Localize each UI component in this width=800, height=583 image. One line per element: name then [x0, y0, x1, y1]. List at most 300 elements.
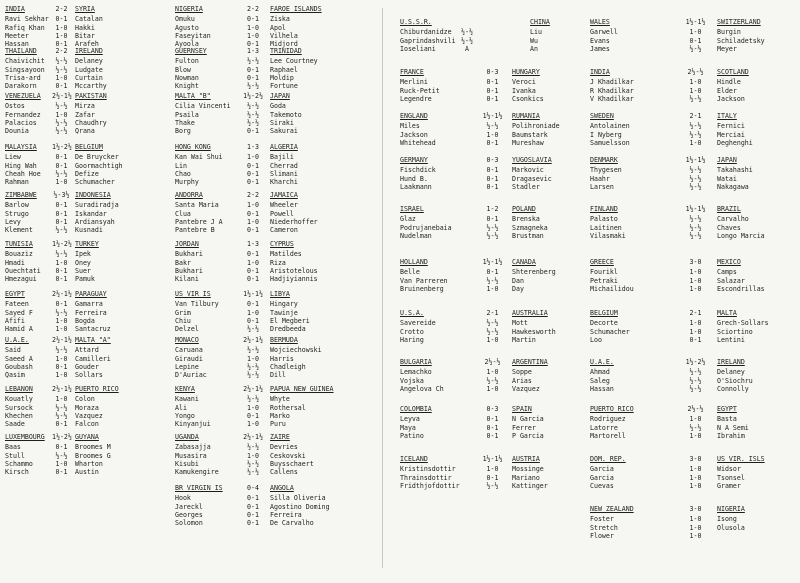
opponent-name: Connolly	[717, 384, 749, 393]
match-block	[590, 156, 795, 191]
opponent-name: Mariano	[512, 473, 540, 482]
team-name: FRANCE	[400, 68, 424, 76]
board-row	[175, 412, 325, 420]
board-result: ½-½	[247, 102, 259, 111]
opponent-name: Colon	[75, 395, 95, 404]
opponent-team-name: PUERTO RICO	[75, 385, 119, 393]
player-name: Klement	[5, 226, 33, 235]
board-row	[175, 218, 325, 226]
opponent-name: Tsonsel	[717, 473, 745, 482]
board-row	[530, 37, 590, 45]
player-name: Liew	[5, 153, 21, 162]
board-row	[400, 285, 580, 293]
board-row	[175, 259, 325, 267]
team-name: U.A.E.	[5, 336, 29, 344]
board-row	[5, 153, 119, 162]
opponent-name: Broomes G	[75, 451, 111, 460]
match-header	[175, 433, 325, 441]
board-row	[400, 95, 580, 103]
board-row	[590, 183, 795, 191]
board-row	[175, 74, 325, 82]
player-name: An	[530, 44, 538, 53]
board-result: 1-0	[55, 23, 68, 32]
player-name: Afifi	[5, 316, 25, 325]
board-row	[5, 24, 115, 32]
match-score: 2½-1½	[52, 385, 72, 393]
match-block	[400, 18, 530, 53]
match-header	[590, 405, 795, 413]
opponent-name: Camilleri	[75, 354, 111, 363]
board-row	[400, 166, 580, 174]
opponent-name: Dredbeeda	[270, 325, 306, 334]
board-row	[175, 210, 325, 218]
board-result: 1-0	[689, 319, 702, 328]
board-row	[175, 346, 325, 354]
player-name: Fridthjofdottir	[400, 481, 460, 490]
board-row	[400, 268, 580, 276]
match-block	[5, 47, 115, 90]
board-result: 0-1	[247, 411, 259, 420]
player-name: Fourikl	[590, 268, 618, 277]
team-name: PUERTO RICO	[590, 405, 634, 413]
player-name: Hassan	[590, 384, 614, 393]
board-row	[590, 482, 795, 490]
player-name: Ostos	[5, 102, 25, 111]
board-result	[556, 45, 566, 53]
board-row	[400, 368, 580, 376]
board-row	[5, 170, 115, 178]
board-result: 0-1	[247, 161, 259, 170]
player-name: Petraki	[590, 276, 618, 285]
opponent-name: Dragasevic	[512, 174, 552, 183]
board-result: ½-½	[486, 223, 499, 232]
player-name: Giraudi	[175, 354, 203, 363]
player-name: Goubash	[5, 362, 33, 371]
board-result: 0-1	[55, 420, 68, 429]
board-result: 0-1	[486, 423, 499, 432]
board-row	[400, 45, 530, 53]
player-name: Merlini	[400, 78, 428, 87]
board-row	[175, 162, 325, 170]
board-result: ½-½	[689, 215, 702, 224]
team-name: BR VIRGIN IS	[175, 484, 223, 492]
opponent-name: Ludgate	[75, 65, 103, 74]
opponent-team-name: BRAZIL	[717, 205, 741, 213]
opponent-name: Shterenberg	[512, 268, 556, 277]
player-name: Baas	[5, 443, 21, 452]
player-name: Georges	[175, 510, 203, 519]
board-row	[175, 267, 325, 275]
opponent-name: P Garcia	[512, 431, 544, 440]
opponent-name: Brustman	[512, 231, 544, 240]
opponent-team-name: IRELAND	[717, 358, 745, 366]
team-name: BULGARIA	[400, 358, 432, 366]
player-name: Palasto	[590, 215, 618, 224]
board-row	[590, 139, 795, 147]
match-block	[400, 309, 580, 344]
board-result: 0-1	[486, 174, 499, 183]
opponent-team-name: TRINIDAD	[270, 47, 302, 55]
match-block	[175, 385, 334, 429]
board-row	[5, 443, 115, 451]
opponent-name: Escondrillas	[717, 284, 765, 293]
opponent-name: Deghenghi	[717, 138, 753, 147]
opponent-team-name: YUGOSLAVIA	[512, 156, 552, 164]
opponent-team-name: ZAIRE	[270, 433, 290, 441]
team-name: COLOMBIA	[400, 405, 432, 413]
board-result: ½-½	[247, 57, 259, 66]
player-name: Zabasajja	[175, 443, 211, 452]
board-result: 1-0	[689, 481, 702, 490]
player-name: Maya	[400, 423, 416, 432]
player-name: Thake	[175, 118, 195, 127]
match-score: 1½-2½	[52, 240, 72, 248]
match-header	[175, 336, 325, 344]
player-name: Kisubi	[175, 459, 199, 468]
board-result: 1-0	[689, 86, 702, 95]
team-name: U.S.A.	[400, 309, 424, 317]
opponent-team-name: POLAND	[512, 205, 536, 213]
board-result: 0-1	[486, 78, 499, 87]
team-name: INDIA	[5, 5, 25, 13]
board-result: 0-1	[247, 209, 259, 218]
board-result: ½-½	[55, 226, 68, 235]
match-header	[175, 5, 325, 13]
board-row	[400, 122, 580, 130]
match-header	[175, 484, 325, 492]
opponent-name: Basta	[717, 415, 737, 424]
player-name: Meeter	[5, 31, 29, 40]
player-name: Chiburdanidze	[400, 28, 452, 37]
player-name: Sayed F	[5, 308, 33, 317]
board-row	[590, 95, 795, 103]
player-name: Jareckl	[175, 502, 203, 511]
board-result: ½-½	[486, 327, 499, 336]
player-name: Ravi Sekhar	[5, 15, 49, 24]
board-result: ½-½	[486, 481, 499, 490]
player-name: Nowman	[175, 73, 199, 82]
match-header	[5, 47, 115, 55]
match-block	[5, 191, 119, 235]
player-name: Kouatly	[5, 395, 33, 404]
player-name: Fischdick	[400, 166, 436, 175]
match-block	[5, 336, 115, 379]
opponent-team-name: MALTA	[717, 309, 737, 317]
opponent-name: Mureshaw	[512, 138, 544, 147]
match-block	[175, 5, 325, 48]
match-block	[400, 205, 580, 240]
player-name: Samuelsson	[590, 138, 630, 147]
opponent-name: Stadler	[512, 182, 540, 191]
player-name: Saeed A	[5, 354, 33, 363]
opponent-name: Dan	[512, 276, 524, 285]
player-name: Loo	[590, 335, 602, 344]
board-result: 1-0	[247, 403, 259, 412]
board-result: 1-0	[247, 420, 259, 429]
opponent-name: Nakagawa	[717, 182, 749, 191]
board-row	[400, 183, 580, 191]
opponent-name: Fernici	[717, 122, 745, 131]
board-row	[590, 224, 795, 232]
player-name: Darakorn	[5, 82, 37, 91]
player-name: V Khadilkar	[590, 94, 634, 103]
team-name: HONG KONG	[175, 143, 211, 151]
player-name: Knight	[175, 82, 199, 91]
opponent-name: Hingary	[270, 300, 298, 309]
team-name: ENGLAND	[400, 112, 428, 120]
player-name: Antolainen	[590, 122, 630, 131]
opponent-team-name: MALTA "A"	[75, 336, 111, 344]
board-row	[5, 452, 115, 460]
board-result: 0-1	[486, 86, 499, 95]
board-result: ½-½	[55, 403, 68, 412]
board-result: ½-½	[486, 319, 499, 328]
match-block	[5, 5, 115, 48]
board-result: ½-½	[689, 376, 702, 385]
match-header	[590, 258, 795, 266]
board-result: ½-½	[689, 182, 702, 191]
opponent-name: Dill	[270, 371, 286, 380]
player-name: Ayoola	[175, 40, 199, 49]
player-name: Laitinen	[590, 223, 622, 232]
opponent-name	[478, 28, 530, 36]
opponent-name	[713, 532, 795, 540]
board-row	[175, 178, 325, 186]
opponent-name: Ferreira	[75, 308, 107, 317]
opponent-name: Lee Courtney	[270, 57, 318, 66]
board-row	[5, 201, 119, 210]
opponent-team-name: HUNGARY	[512, 68, 540, 76]
opponent-name: Burgin	[717, 28, 741, 37]
opponent-team-name: ANGOLA	[270, 484, 294, 492]
opponent-team-name: BELGIUM	[75, 143, 103, 151]
player-name: Hing Wah	[5, 161, 37, 170]
opponent-name: Jackson	[717, 94, 745, 103]
player-name: Kamukengire	[175, 468, 219, 477]
board-row	[175, 66, 325, 74]
board-result	[556, 37, 566, 45]
team-name: KENYA	[175, 385, 195, 393]
opponent-name: Attard	[75, 346, 99, 355]
team-name: MONACO	[175, 336, 199, 344]
board-result: 0-1	[247, 169, 259, 178]
opponent-name: Whyte	[270, 395, 290, 404]
match-score: 1-3	[247, 240, 259, 248]
board-result: ½-½	[55, 169, 68, 178]
opponent-name: Ardiansyah	[75, 217, 115, 226]
team-name: U.A.E.	[590, 358, 614, 366]
board-row	[175, 494, 325, 502]
player-name: Larsen	[590, 182, 614, 191]
board-result: ½-½	[247, 371, 259, 380]
board-result: 1-0	[486, 384, 499, 393]
match-block	[590, 68, 795, 103]
opponent-name: Longo Marcia	[717, 231, 765, 240]
match-block	[5, 290, 115, 333]
board-row	[5, 420, 115, 428]
board-row	[5, 178, 115, 186]
board-result: 0-1	[55, 443, 68, 452]
opponent-name: N Garcia	[512, 415, 544, 424]
opponent-name: Pamuk	[75, 275, 95, 284]
player-name: Rahman	[5, 178, 29, 187]
board-result: ½-½	[55, 127, 68, 136]
board-row	[175, 102, 325, 110]
player-name: Cheah Hoe	[5, 169, 41, 178]
opponent-name: Defize	[75, 169, 99, 178]
team-name: GREECE	[590, 258, 614, 266]
match-score: 1-2	[486, 205, 499, 213]
board-row	[175, 15, 325, 23]
team-name: BELGIUM	[590, 309, 618, 317]
match-header	[175, 385, 334, 393]
board-result: ½-½	[689, 231, 702, 240]
match-score: 2-1	[689, 112, 702, 120]
player-name: Bukhari	[175, 250, 203, 259]
board-row	[175, 226, 325, 234]
board-row	[175, 32, 325, 40]
player-name: Lepine	[175, 362, 199, 371]
match-block	[5, 385, 119, 429]
opponent-name: Merciai	[717, 130, 745, 139]
opponent-name: Gamarra	[75, 300, 103, 309]
board-result: ½-½	[55, 102, 68, 111]
board-result: 1-0	[689, 28, 702, 37]
board-row	[400, 415, 580, 423]
opponent-name: Watai	[717, 174, 737, 183]
board-result: ½-½	[486, 276, 499, 285]
match-block	[590, 405, 795, 440]
match-block	[590, 18, 795, 53]
board-result: 0-1	[247, 250, 259, 259]
board-result: 0-1	[247, 510, 259, 519]
board-row	[590, 28, 795, 36]
board-row	[5, 460, 115, 468]
opponent-name: Polihroniade	[512, 122, 560, 131]
board-row	[400, 424, 580, 432]
board-row	[400, 215, 580, 223]
board-result: 0-1	[247, 316, 259, 325]
board-result: ½-½	[486, 376, 499, 385]
opponent-name: Chaves	[717, 223, 741, 232]
team-name: TUNISIA	[5, 240, 33, 248]
board-result: 1-0	[689, 523, 702, 532]
opponent-name: Iskandar	[75, 209, 107, 218]
player-name: Chaivichit	[5, 57, 45, 66]
match-score: 3-0	[689, 505, 702, 513]
board-row	[5, 395, 115, 403]
board-row	[5, 127, 115, 135]
board-row	[400, 328, 580, 336]
board-result: 1-0	[689, 515, 702, 524]
player-name: Schumacher	[590, 327, 630, 336]
board-row	[5, 259, 115, 267]
opponent-name: Meyer	[717, 44, 737, 53]
player-name: Hassan	[5, 40, 29, 49]
match-header	[590, 358, 795, 366]
match-header	[400, 258, 580, 266]
player-name: Santa Maria	[175, 201, 219, 210]
opponent-name: Arias	[512, 376, 532, 385]
board-result: 1-0	[55, 31, 68, 40]
player-name: Murphy	[175, 178, 199, 187]
match-score: 2-1	[486, 309, 499, 317]
board-row	[400, 277, 580, 285]
team-name: GUERNSEY	[175, 47, 207, 55]
board-row	[5, 267, 115, 275]
player-name: Ruck-Petit	[400, 86, 440, 95]
opponent-name: Aristotelous	[270, 266, 318, 275]
player-name: Glaz	[400, 215, 416, 224]
opponent-team-name: AUSTRALIA	[512, 309, 548, 317]
player-name: Yongo	[175, 411, 195, 420]
player-name: Kawani	[175, 395, 199, 404]
opponent-name: Gramer	[717, 481, 741, 490]
opponent-name: Buysschaert	[270, 459, 314, 468]
opponent-team-name: PAPUA NEW GUINEA	[270, 385, 334, 393]
opponent-name: Martin	[512, 335, 536, 344]
opponent-name: Bajili	[270, 153, 294, 162]
board-result: 1-0	[689, 415, 702, 424]
player-name: Blow	[175, 65, 191, 74]
opponent-name: Mccarthy	[75, 82, 107, 91]
match-header	[400, 18, 530, 26]
player-name: J Khadilkar	[590, 78, 634, 87]
board-result: 1-0	[247, 201, 259, 210]
board-row	[590, 432, 795, 440]
board-row	[5, 468, 115, 476]
team-name: MALTA "B"	[175, 92, 211, 100]
board-row	[400, 474, 580, 482]
match-header	[175, 240, 325, 248]
board-row	[400, 224, 580, 232]
board-result: 1-0	[689, 276, 702, 285]
board-result: 1-0	[55, 395, 68, 404]
opponent-name: Veroci	[512, 78, 536, 87]
opponent-name: Santacruz	[75, 325, 111, 334]
player-name: Wu	[530, 36, 538, 45]
opponent-name: Isong	[717, 515, 737, 524]
player-name: Van Tilbury	[175, 300, 219, 309]
player-name: Vojska	[400, 376, 424, 385]
match-header	[175, 92, 325, 100]
match-block	[400, 156, 580, 191]
team-name: ICELAND	[400, 455, 428, 463]
team-name: GERMANY	[400, 156, 428, 164]
opponent-team-name: PARAGUAY	[75, 290, 107, 298]
player-name: Fernandez	[5, 110, 41, 119]
player-name: Musasira	[175, 451, 207, 460]
board-row	[5, 404, 115, 412]
opponent-name: Takahashi	[717, 166, 753, 175]
player-name: Liu	[530, 28, 542, 37]
player-name: Laakmann	[400, 182, 432, 191]
match-header	[590, 68, 795, 76]
match-header	[400, 455, 580, 463]
match-header	[590, 112, 795, 120]
opponent-name: Mirza	[75, 102, 95, 111]
board-result: 0-1	[55, 275, 68, 284]
player-name: Omuku	[175, 15, 195, 24]
opponent-name	[478, 37, 530, 45]
team-name: MALAYSIA	[5, 143, 37, 151]
match-block	[590, 455, 795, 490]
match-score	[556, 18, 566, 26]
board-result: 0-1	[247, 275, 259, 284]
board-row	[175, 309, 325, 317]
board-result: ½-½	[247, 110, 259, 119]
opponent-name: Apol	[270, 23, 286, 32]
